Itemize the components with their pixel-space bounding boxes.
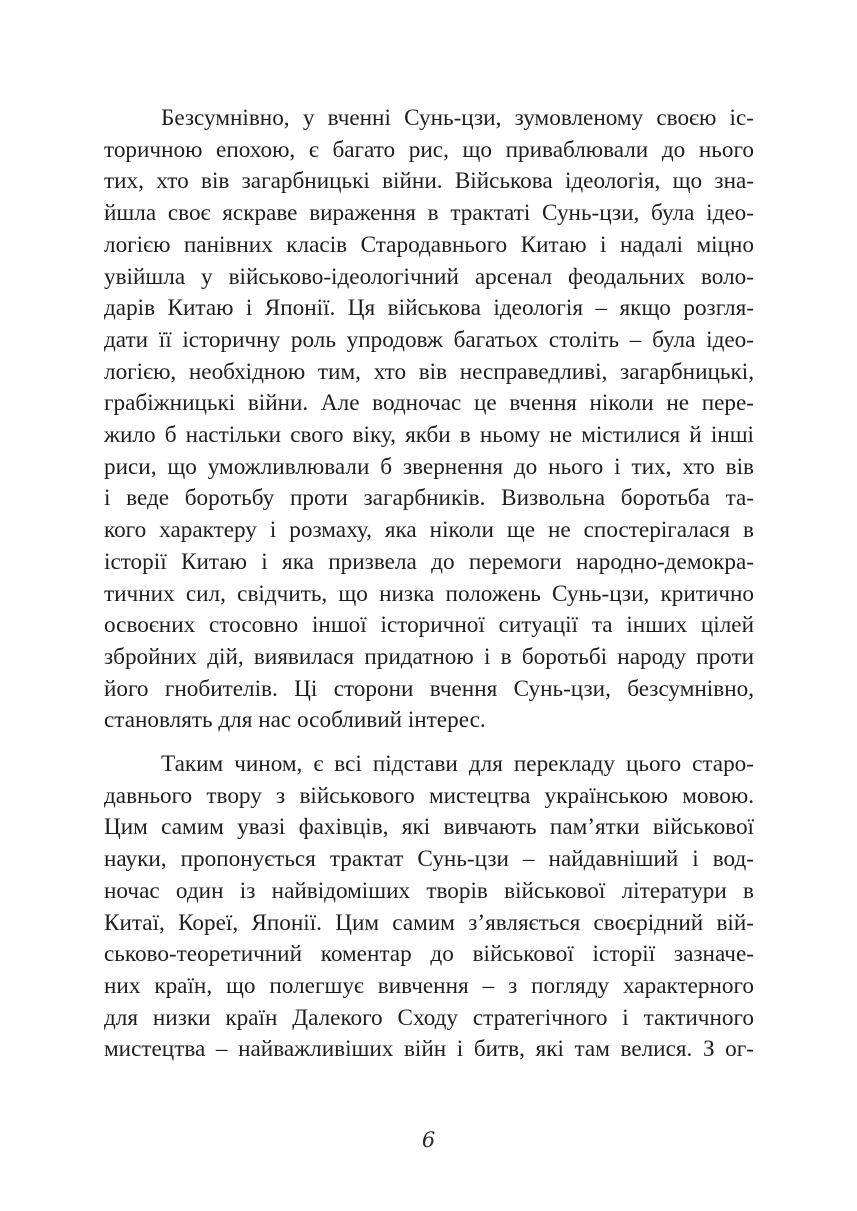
text-line: його гнобителів. Ці сторони вчення Сунь-цзи, безсумнівно, <box>104 675 754 702</box>
text-line: збройних дій, виявилася придатною і в боротьбі народу проти <box>104 643 754 670</box>
paragraph-2 <box>104 749 754 1066</box>
text-line: риси, що уможливлювали б звернення до нього і тих, хто вів <box>104 453 754 480</box>
text-line: кого характеру і розмаху, яка ніколи ще не спостерігалася в <box>104 517 754 544</box>
text-line: тичних сил, свідчить, що низка положень Сунь-цзи, критично <box>104 580 754 607</box>
text-line: логією панівних класів Стародавнього Китаю і надалі міцно <box>104 231 754 258</box>
text-line: ночас один із найвідоміших творів військової літератури в <box>104 877 754 904</box>
text-line: ськово-теоретичний коментар до військової історії зазначе- <box>104 941 754 968</box>
text-line: мистецтва – найважливіших війн і битв, які там велися. З ог- <box>104 1036 754 1063</box>
page-number: 6 <box>421 1128 436 1152</box>
text-line: йшла своє яскраве вираження в трактаті Сунь-цзи, була ідео- <box>104 200 754 227</box>
text-line: для низки країн Далекого Сходу стратегічного і тактичного <box>104 1004 754 1031</box>
text-line: Таким чином, є всі підстави для перекладу цього старо- <box>161 751 754 778</box>
text-line: дарів Китаю і Японії. Ця військова ідеологія – якщо розгля- <box>104 295 754 322</box>
text-line: і веде боротьбу проти загарбників. Визвольна боротьба та- <box>104 485 754 512</box>
text-line: давнього твору з військового мистецтва українською мовою. <box>104 782 754 809</box>
text-line: жило б настільки свого віку, якби в ньому не містилися й інші <box>104 422 754 449</box>
text-line: тих, хто вів загарбницькі війни. Військова ідеологія, що зна- <box>104 168 754 195</box>
text-line: Цим самим увазі фахівців, які вивчають пам’ятки військової <box>104 814 754 841</box>
text-line: грабіжницькі війни. Але водночас це вчення ніколи не пере- <box>104 390 754 417</box>
text-line: Китаї, Кореї, Японії. Цим самим з’являється своєрідний вій- <box>104 909 754 936</box>
text-line: освоєних стосовно іншої історичної ситуації та інших цілей <box>104 612 754 639</box>
text-line: дати її історичну роль упродовж багатьох століть – була ідео- <box>104 326 754 353</box>
paragraph-1 <box>104 103 754 737</box>
body-text <box>104 103 754 1066</box>
text-line: увійшла у військово-ідеологічний арсенал феодальних воло- <box>104 263 754 290</box>
text-line: логією, необхідною тим, хто вів несправедливі, загарбницькі, <box>104 358 754 385</box>
text-line: історії Китаю і яка призвела до перемоги народно-демокра- <box>104 548 754 575</box>
text-line: становлять для нас особливий інтерес. <box>104 707 486 734</box>
text-line: них країн, що полегшує вивчення – з погляду характерного <box>104 972 754 999</box>
text-line: Безсумнівно, у вченні Сунь-цзи, зумовленому своєю іс- <box>161 105 754 131</box>
text-line: науки, пропонується трактат Сунь-цзи – найдавніший і вод- <box>104 846 754 873</box>
text-line: торичною епохою, є багато рис, що приваблювали до нього <box>104 136 754 163</box>
